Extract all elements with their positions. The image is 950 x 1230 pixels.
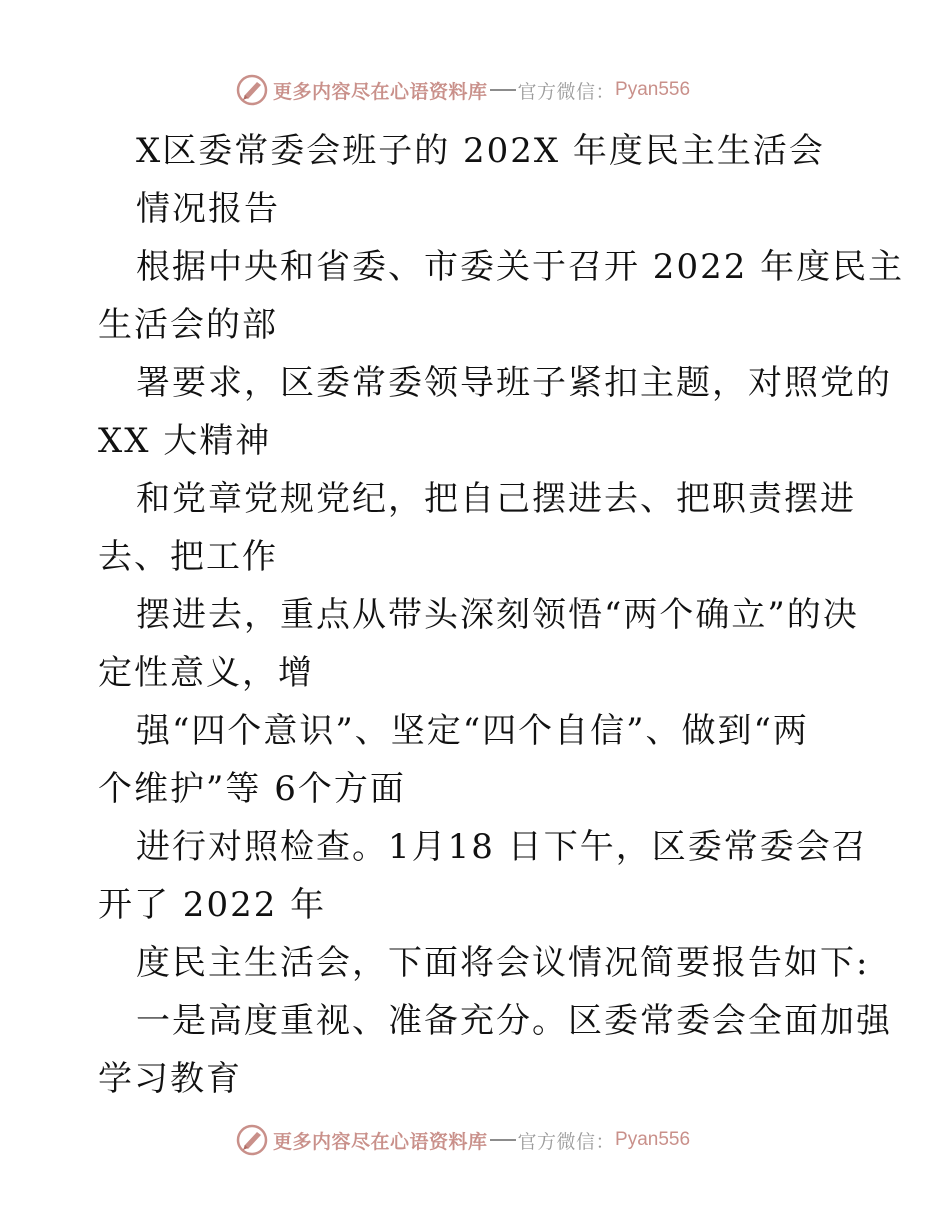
pen-logo-icon bbox=[235, 73, 269, 107]
banner-suffix: 官方微信： bbox=[517, 1130, 616, 1153]
doc-title-line-1: X区委常委会班子的 202X 年度民主生活会 bbox=[136, 131, 825, 171]
doc-paragraph-line: 度民主生活会，下面将会议情况简要报告如下: bbox=[136, 943, 870, 983]
doc-paragraph-line: 开了 2022 年 bbox=[98, 885, 327, 925]
banner-divider bbox=[490, 1139, 516, 1141]
doc-paragraph-line: 去、把工作 bbox=[98, 537, 278, 577]
banner-wechat-id: Pyan556 bbox=[615, 1129, 691, 1150]
banner-divider bbox=[490, 89, 516, 91]
pen-logo-icon bbox=[235, 1123, 269, 1157]
banner-text: 更多内容尽在心语资料库 bbox=[273, 1130, 488, 1153]
doc-paragraph-line: 进行对照检查。1月18 日下午，区委常委会召 bbox=[136, 827, 868, 867]
doc-paragraph-line: 摆进去，重点从带头深刻领悟“两个确立”的决 bbox=[136, 595, 859, 635]
doc-paragraph-line: 根据中央和省委、市委关于召开 2022 年度民主 bbox=[136, 247, 905, 287]
doc-paragraph-line: 和党章党规党纪，把自己摆进去、把职责摆进 bbox=[136, 479, 856, 519]
footer-banner bbox=[235, 1122, 690, 1158]
doc-paragraph-line: 强“四个意识”、坚定“四个自信”、做到“两 bbox=[136, 711, 809, 751]
doc-paragraph-line: XX 大精神 bbox=[98, 421, 272, 461]
doc-title-line-2: 情况报告 bbox=[136, 189, 280, 229]
document-body bbox=[98, 122, 905, 1108]
banner-suffix: 官方微信： bbox=[517, 80, 616, 103]
banner-text: 更多内容尽在心语资料库 bbox=[273, 80, 488, 103]
header-banner bbox=[235, 72, 690, 108]
banner-wechat-id: Pyan556 bbox=[615, 79, 691, 100]
doc-paragraph-line: 定性意义，增 bbox=[98, 653, 314, 693]
doc-paragraph-line: 学习教育 bbox=[98, 1059, 242, 1099]
doc-paragraph-line: 个维护”等 6个方面 bbox=[98, 769, 406, 809]
doc-paragraph-line: 生活会的部 bbox=[98, 305, 278, 345]
doc-paragraph-line: 署要求，区委常委领导班子紧扣主题，对照党的 bbox=[136, 363, 892, 403]
doc-paragraph-line: 一是高度重视、准备充分。区委常委会全面加强 bbox=[136, 1001, 892, 1041]
